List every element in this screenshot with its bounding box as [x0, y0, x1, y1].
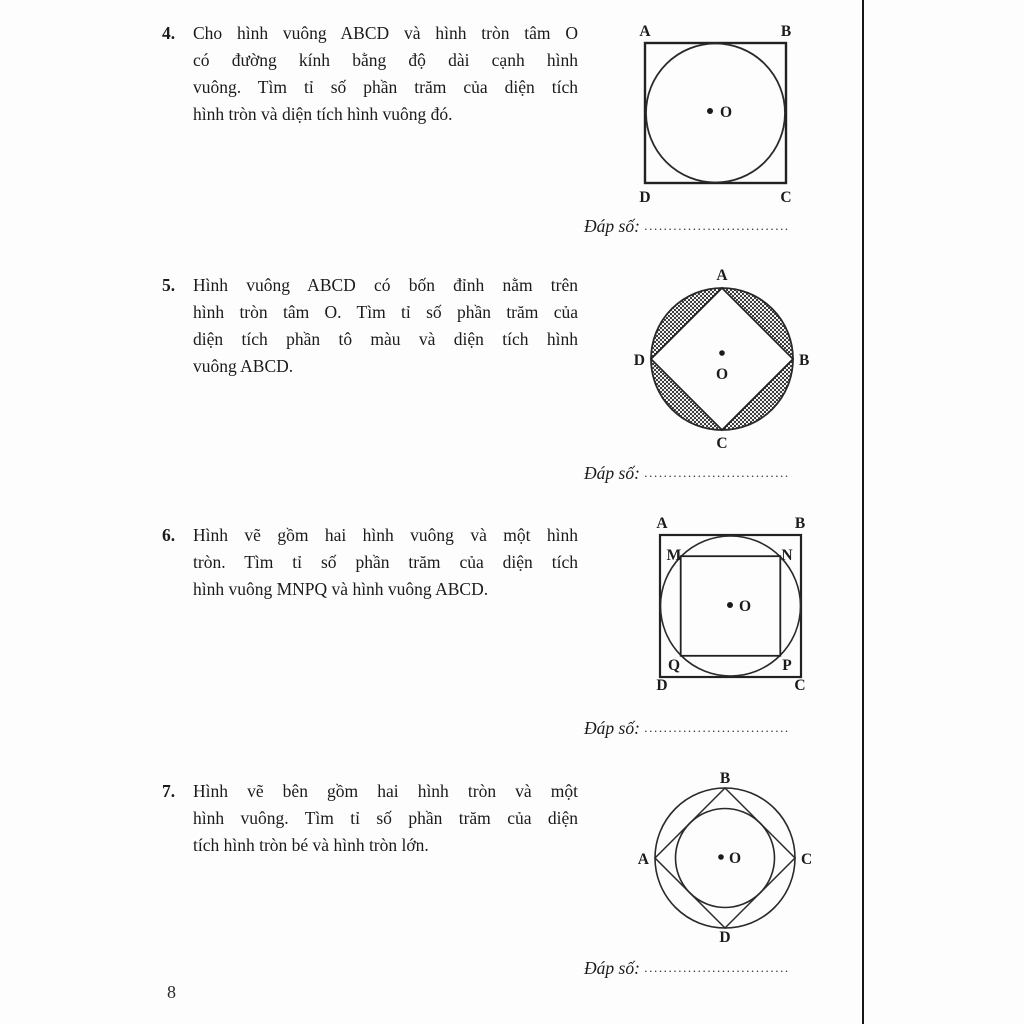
inscribed-circle — [646, 44, 785, 183]
center-label-o: O — [739, 598, 752, 615]
problem-text-line: hình vuông MNPQ và hình vuông ABCD. — [193, 579, 489, 599]
problem-4 — [162, 20, 578, 128]
figure-square-inscribed-circle — [600, 8, 830, 208]
vertex-label-c: C — [794, 677, 806, 694]
problem-text-line: Cho hình vuông ABCD và hình tròn tâm O — [193, 23, 578, 43]
vertex-label-c: C — [716, 435, 728, 452]
problem-text-line: có đường kính bằng độ dài cạnh hình — [193, 50, 578, 70]
problem-7 — [162, 778, 578, 859]
center-label-o: O — [720, 104, 733, 121]
problem-text-line: diện tích phần tô màu và diện tích hình — [193, 329, 578, 349]
problem-text-line: hình vuông. Tìm tỉ số phần trăm của diện — [193, 808, 578, 828]
vertex-label-c: C — [780, 189, 792, 206]
problem-text-line: Hình vuông ABCD có bốn đỉnh nằm trên — [193, 275, 578, 295]
vertex-label-c: C — [801, 851, 813, 868]
vertex-label-b: B — [780, 23, 792, 40]
answer-line — [584, 216, 790, 237]
vertex-label-a: A — [637, 851, 649, 868]
center-dot — [707, 108, 713, 114]
center-label-o: O — [729, 850, 742, 867]
page-number: 8 — [167, 982, 176, 1002]
vertex-label-a: A — [716, 267, 728, 284]
answer-line — [584, 958, 790, 979]
vertex-label-d: D — [639, 189, 651, 206]
problem-5 — [162, 272, 578, 380]
problem-number: 6. — [162, 525, 176, 545]
vertex-label-d: D — [719, 929, 731, 946]
answer-line — [584, 718, 790, 739]
center-dot — [718, 854, 724, 860]
vertex-label-d: D — [633, 352, 645, 369]
answer-label: Đáp số: — [584, 958, 640, 978]
answer-dots-line: .............................. — [644, 218, 790, 233]
vertex-label-b: B — [794, 515, 806, 532]
small-circle — [676, 809, 775, 908]
problem-text-line: Hình vẽ bên gồm hai hình tròn và một — [193, 781, 578, 801]
problem-number: 4. — [162, 23, 176, 43]
answer-line — [584, 463, 790, 484]
vertex-label-b: B — [719, 770, 731, 787]
problem-text-line: hình tròn và diện tích hình vuông đó. — [193, 104, 453, 124]
center-dot — [719, 350, 725, 356]
vertex-label-b: B — [799, 352, 810, 369]
problem-6 — [162, 522, 578, 603]
problem-text — [193, 522, 578, 603]
problem-text — [193, 272, 578, 380]
answer-label: Đáp số: — [584, 718, 640, 738]
problem-text-line: vuông ABCD. — [193, 356, 294, 376]
center-label-o: O — [715, 366, 729, 383]
vertex-label-a: A — [656, 515, 668, 532]
vertex-label-m: M — [666, 547, 682, 564]
answer-label: Đáp số: — [584, 216, 640, 236]
answer-dots-line: .............................. — [644, 720, 790, 735]
problem-text-line: tròn. Tìm tỉ số phần trăm của diện tích — [193, 552, 578, 572]
problem-number: 5. — [162, 275, 176, 295]
answer-dots-line: .............................. — [644, 960, 790, 975]
answer-label: Đáp số: — [584, 463, 640, 483]
vertex-label-p: P — [782, 657, 792, 674]
problem-number: 7. — [162, 781, 176, 801]
figure-circle-shaded-segments — [630, 265, 820, 460]
problem-text-line: hình tròn tâm O. Tìm tỉ số phần trăm của — [193, 302, 578, 322]
vertex-label-d: D — [656, 677, 668, 694]
figure-nested-squares-circle — [640, 515, 840, 708]
figure-concentric-circles-square — [637, 770, 840, 962]
vertex-label-a: A — [639, 23, 651, 40]
problem-text-line: vuông. Tìm tỉ số phần trăm của diện tích — [193, 77, 578, 97]
problem-text-line: Hình vẽ gồm hai hình vuông và một hình — [193, 525, 578, 545]
problem-text — [193, 778, 578, 859]
center-dot — [727, 602, 733, 608]
vertex-label-n: N — [781, 547, 793, 564]
problem-text — [193, 20, 578, 128]
page-edge-rule — [862, 0, 864, 1024]
vertex-label-q: Q — [667, 657, 681, 674]
answer-dots-line: .............................. — [644, 465, 790, 480]
problem-text-line: tích hình tròn bé và hình tròn lớn. — [193, 835, 429, 855]
